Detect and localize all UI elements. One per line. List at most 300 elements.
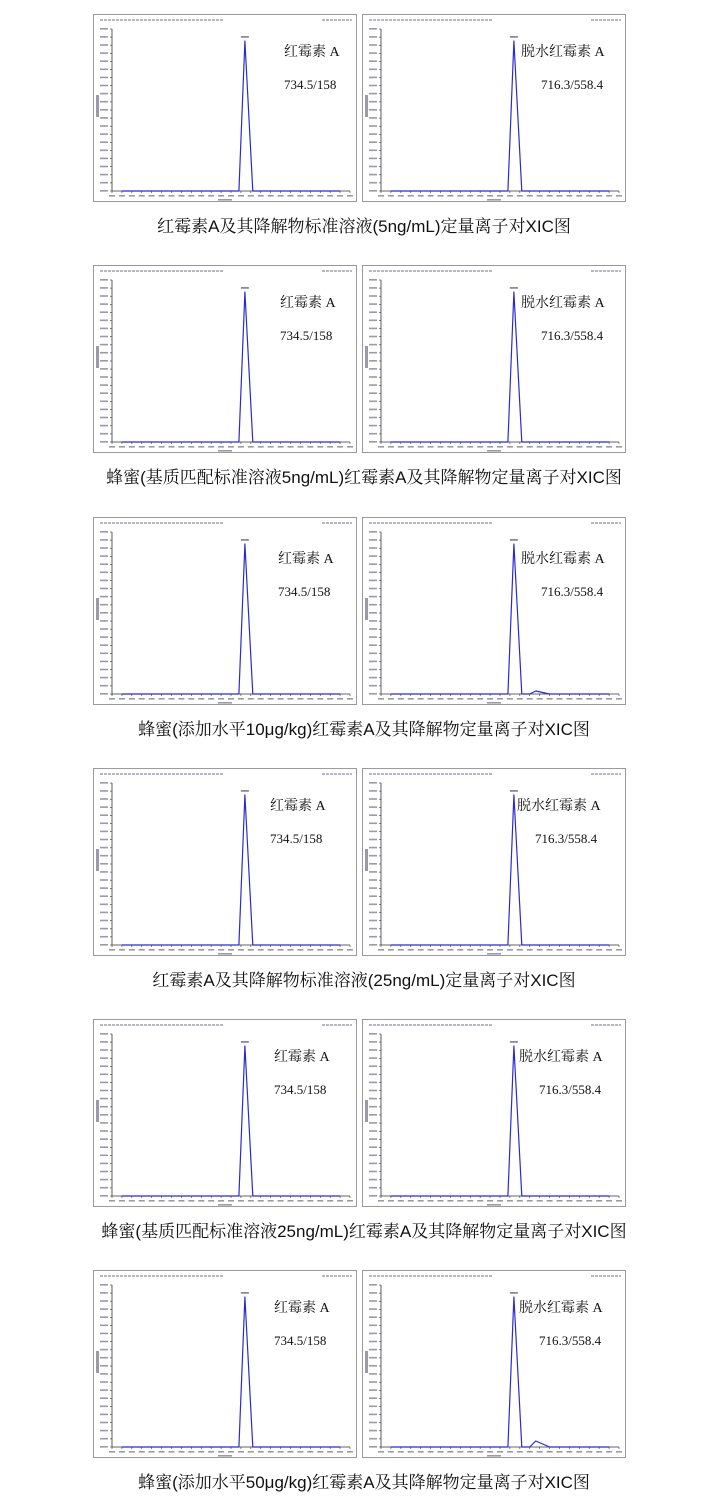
x-tick-label-mark: [109, 446, 115, 448]
y-tick-label-mark: [369, 1333, 377, 1335]
y-tick-label-mark: [369, 1373, 377, 1375]
x-tick-label-mark: [188, 1451, 194, 1453]
peak-apex-mark: [241, 790, 249, 792]
y-tick-label-mark: [369, 693, 377, 695]
y-tick-label-mark: [369, 401, 377, 403]
x-tick-label-mark: [278, 698, 284, 700]
x-tick-label-mark: [606, 949, 612, 951]
y-tick-label-mark: [369, 904, 377, 906]
x-tick-label-mark: [388, 698, 394, 700]
x-tick-label-mark: [428, 1200, 434, 1202]
y-tick-label-mark: [369, 392, 377, 394]
x-tick-label-mark: [129, 1451, 135, 1453]
x-axis-title-mark: [218, 953, 232, 955]
x-tick-label-mark: [537, 698, 543, 700]
x-tick-label-mark: [258, 195, 264, 197]
y-tick-label-mark: [100, 1389, 108, 1391]
xic-trace: [391, 41, 609, 191]
y-tick-label-mark: [100, 117, 108, 119]
y-tick-label-mark: [100, 628, 108, 630]
y-tick-label-mark: [100, 425, 108, 427]
x-tick-label-mark: [337, 1451, 343, 1453]
x-tick-label-mark: [268, 446, 274, 448]
y-tick-label-mark: [100, 1122, 108, 1124]
x-tick-label-mark: [129, 446, 135, 448]
x-tick-label-mark: [109, 949, 115, 951]
y-tick-label-mark: [369, 531, 377, 533]
y-tick-label-mark: [100, 60, 108, 62]
y-tick-label-mark: [100, 895, 108, 897]
x-tick-label-mark: [139, 698, 145, 700]
x-tick-label-mark: [278, 949, 284, 951]
x-tick-label-mark: [557, 1451, 563, 1453]
x-tick-label-mark: [149, 446, 155, 448]
x-tick-label-mark: [378, 446, 384, 448]
x-tick-label-mark: [228, 1200, 234, 1202]
x-tick-label-mark: [408, 949, 414, 951]
y-tick-label-mark: [369, 1155, 377, 1157]
y-tick-label-mark: [369, 1130, 377, 1132]
x-tick-label-mark: [566, 195, 572, 197]
y-tick-label-mark: [100, 133, 108, 135]
y-tick-label-mark: [369, 1414, 377, 1416]
y-tick-label-mark: [369, 798, 377, 800]
y-tick-label-mark: [369, 1406, 377, 1408]
x-tick-label-mark: [169, 446, 175, 448]
x-tick-label-mark: [208, 698, 214, 700]
x-tick-label-mark: [557, 949, 563, 951]
x-tick-label-mark: [418, 195, 424, 197]
y-axis-title-mark: [96, 1351, 99, 1373]
x-tick-label-mark: [198, 195, 204, 197]
y-tick-label-mark: [369, 1397, 377, 1399]
y-tick-label-mark: [100, 1065, 108, 1067]
x-tick-label-mark: [418, 1200, 424, 1202]
x-tick-label-mark: [178, 949, 184, 951]
x-tick-label-mark: [178, 195, 184, 197]
y-tick-label-mark: [369, 1074, 377, 1076]
figure-row-4: [0, 1005, 728, 1255]
y-tick-label-mark: [100, 1074, 108, 1076]
x-tick-label-mark: [178, 698, 184, 700]
y-tick-label-mark: [369, 336, 377, 338]
x-tick-label-mark: [288, 949, 294, 951]
x-tick-label-mark: [337, 195, 343, 197]
x-tick-label-mark: [378, 1200, 384, 1202]
x-tick-label-mark: [169, 1200, 175, 1202]
y-tick-label-mark: [369, 831, 377, 833]
y-tick-label-mark: [100, 1349, 108, 1351]
y-tick-label-mark: [100, 441, 108, 443]
x-tick-label-mark: [188, 1200, 194, 1202]
y-tick-label-mark: [100, 1049, 108, 1051]
x-tick-label-mark: [517, 949, 523, 951]
y-tick-label-mark: [100, 928, 108, 930]
y-tick-label-mark: [100, 814, 108, 816]
y-tick-label-mark: [100, 563, 108, 565]
y-tick-label-mark: [369, 588, 377, 590]
y-tick-label-mark: [100, 1292, 108, 1294]
y-tick-label-mark: [100, 409, 108, 411]
y-tick-label-mark: [369, 547, 377, 549]
x-tick-label-mark: [497, 1451, 503, 1453]
y-axis-title-mark: [365, 346, 368, 368]
x-tick-label-mark: [507, 1200, 513, 1202]
x-tick-label-mark: [327, 446, 333, 448]
x-tick-label-mark: [307, 1451, 313, 1453]
y-tick-label-mark: [100, 1033, 108, 1035]
y-tick-label-mark: [369, 847, 377, 849]
x-tick-label-mark: [438, 698, 444, 700]
y-tick-label-mark: [369, 612, 377, 614]
x-tick-label-mark: [378, 949, 384, 951]
y-tick-label-mark: [100, 401, 108, 403]
x-tick-label-mark: [159, 1200, 165, 1202]
x-tick-label-mark: [497, 949, 503, 951]
x-tick-label-mark: [586, 1451, 592, 1453]
y-tick-label-mark: [100, 1397, 108, 1399]
y-tick-label-mark: [100, 855, 108, 857]
x-tick-label-mark: [447, 949, 453, 951]
y-tick-label-mark: [369, 352, 377, 354]
transition-label: 716.3/558.4: [541, 328, 604, 343]
y-tick-label-mark: [100, 125, 108, 127]
figure-row-0: [0, 0, 728, 250]
y-tick-label-mark: [369, 150, 377, 152]
y-tick-label-mark: [100, 1422, 108, 1424]
x-tick-label-mark: [169, 698, 175, 700]
x-tick-label-mark: [297, 195, 303, 197]
y-tick-label-mark: [100, 1041, 108, 1043]
y-tick-label-mark: [100, 847, 108, 849]
y-tick-label-mark: [369, 1357, 377, 1359]
x-tick-label-mark: [576, 1451, 582, 1453]
y-tick-label-mark: [100, 328, 108, 330]
x-tick-label-mark: [297, 698, 303, 700]
y-tick-label-mark: [100, 69, 108, 71]
x-tick-label-mark: [547, 1200, 553, 1202]
x-axis-title-mark: [218, 1455, 232, 1457]
x-tick-label-mark: [616, 195, 622, 197]
x-tick-label-mark: [566, 1200, 572, 1202]
x-tick-label-mark: [178, 446, 184, 448]
y-tick-label-mark: [369, 279, 377, 281]
x-tick-label-mark: [169, 1451, 175, 1453]
x-tick-label-mark: [596, 446, 602, 448]
chromatogram-panel-r4-c1: [362, 1019, 626, 1207]
x-tick-label-mark: [208, 195, 214, 197]
x-tick-label-mark: [129, 1200, 135, 1202]
y-tick-label-mark: [369, 1187, 377, 1189]
y-tick-label-mark: [369, 1114, 377, 1116]
y-tick-label-mark: [369, 1389, 377, 1391]
y-tick-label-mark: [369, 60, 377, 62]
x-tick-label-mark: [159, 195, 165, 197]
x-tick-label-mark: [248, 949, 254, 951]
x-tick-label-mark: [129, 949, 135, 951]
x-tick-label-mark: [438, 195, 444, 197]
x-tick-label-mark: [408, 195, 414, 197]
x-tick-label-mark: [477, 698, 483, 700]
x-tick-label-mark: [139, 1200, 145, 1202]
y-tick-label-mark: [100, 52, 108, 54]
y-tick-label-mark: [369, 1316, 377, 1318]
x-tick-label-mark: [576, 949, 582, 951]
y-tick-label-mark: [369, 669, 377, 671]
x-tick-label-mark: [218, 698, 224, 700]
y-tick-label-mark: [369, 320, 377, 322]
chromatogram-panel-r1-c0: [93, 265, 357, 453]
y-tick-label-mark: [369, 920, 377, 922]
y-tick-label-mark: [100, 547, 108, 549]
chromatogram-plot-r2-c1: [363, 518, 626, 705]
x-tick-label-mark: [596, 949, 602, 951]
y-tick-label-mark: [369, 661, 377, 663]
x-tick-label-mark: [248, 1451, 254, 1453]
y-tick-label-mark: [100, 1357, 108, 1359]
x-tick-label-mark: [388, 949, 394, 951]
x-tick-label-mark: [418, 1451, 424, 1453]
x-tick-label-mark: [378, 1451, 384, 1453]
y-tick-label-mark: [100, 182, 108, 184]
x-tick-label-mark: [398, 698, 404, 700]
x-tick-label-mark: [297, 1451, 303, 1453]
y-tick-label-mark: [369, 85, 377, 87]
y-tick-label-mark: [369, 912, 377, 914]
x-axis-title-mark: [487, 199, 501, 201]
chromatogram-panel-r0-c1: [362, 14, 626, 202]
y-tick-label-mark: [100, 798, 108, 800]
x-tick-label-mark: [438, 446, 444, 448]
y-tick-label-mark: [100, 677, 108, 679]
x-tick-label-mark: [238, 1200, 244, 1202]
y-tick-label-mark: [100, 1406, 108, 1408]
x-tick-label-mark: [198, 698, 204, 700]
x-tick-label-mark: [188, 949, 194, 951]
x-tick-label-mark: [457, 195, 463, 197]
y-tick-label-mark: [100, 1316, 108, 1318]
x-tick-label-mark: [268, 1200, 274, 1202]
x-tick-label-mark: [537, 195, 543, 197]
compound-label: 红霉素 A: [274, 1050, 330, 1065]
y-tick-label-mark: [100, 604, 108, 606]
chromatogram-panel-r5-c1: [362, 1270, 626, 1458]
y-tick-label-mark: [369, 1049, 377, 1051]
chromatogram-plot-r2-c0: [94, 518, 357, 705]
x-tick-label-mark: [278, 1200, 284, 1202]
x-tick-label-mark: [467, 446, 473, 448]
x-tick-label-mark: [467, 195, 473, 197]
x-tick-label-mark: [327, 195, 333, 197]
x-tick-label-mark: [119, 1451, 125, 1453]
x-tick-label-mark: [438, 949, 444, 951]
y-tick-label-mark: [100, 661, 108, 663]
x-tick-label-mark: [327, 949, 333, 951]
x-tick-label-mark: [408, 1200, 414, 1202]
x-tick-label-mark: [447, 698, 453, 700]
compound-label: 红霉素 A: [274, 1301, 330, 1316]
peak-apex-mark: [241, 1041, 249, 1043]
y-tick-label-mark: [369, 790, 377, 792]
x-tick-label-mark: [447, 1200, 453, 1202]
x-tick-label-mark: [487, 446, 493, 448]
chromatogram-panel-r4-c0: [93, 1019, 357, 1207]
y-tick-label-mark: [369, 1138, 377, 1140]
transition-label: 734.5/158: [274, 1082, 327, 1097]
x-tick-label-mark: [288, 1451, 294, 1453]
y-tick-label-mark: [369, 572, 377, 574]
xic-trace: [391, 292, 609, 442]
compound-label: 脱水红霉素 A: [521, 296, 605, 311]
x-tick-label-mark: [317, 446, 323, 448]
y-tick-label-mark: [100, 311, 108, 313]
compound-label: 脱水红霉素 A: [519, 1050, 603, 1065]
x-tick-label-mark: [139, 949, 145, 951]
x-tick-label-mark: [517, 195, 523, 197]
transition-label: 734.5/158: [270, 831, 323, 846]
y-tick-label-mark: [369, 1057, 377, 1059]
y-tick-label-mark: [369, 620, 377, 622]
y-tick-label-mark: [100, 790, 108, 792]
y-tick-label-mark: [100, 620, 108, 622]
x-tick-label-mark: [566, 1451, 572, 1453]
y-tick-label-mark: [369, 895, 377, 897]
xic-trace: [391, 1297, 609, 1447]
x-tick-label-mark: [378, 698, 384, 700]
y-axis-title-mark: [365, 1100, 368, 1122]
y-tick-label-mark: [100, 669, 108, 671]
y-tick-label-mark: [369, 1195, 377, 1197]
y-tick-label-mark: [369, 133, 377, 135]
x-tick-label-mark: [337, 949, 343, 951]
x-tick-label-mark: [159, 698, 165, 700]
y-tick-label-mark: [100, 580, 108, 582]
figure-row-5: [0, 1256, 728, 1506]
x-tick-label-mark: [218, 1200, 224, 1202]
y-tick-label-mark: [369, 117, 377, 119]
y-tick-label-mark: [100, 944, 108, 946]
xic-trace: [122, 795, 340, 945]
y-tick-label-mark: [369, 384, 377, 386]
y-tick-label-mark: [369, 555, 377, 557]
y-tick-label-mark: [100, 150, 108, 152]
x-tick-label-mark: [327, 698, 333, 700]
x-tick-label-mark: [517, 1200, 523, 1202]
x-tick-label-mark: [438, 1200, 444, 1202]
y-tick-label-mark: [100, 1090, 108, 1092]
x-tick-label-mark: [557, 446, 563, 448]
peak-apex-mark: [241, 1292, 249, 1294]
figure-caption: 红霉素A及其降解物标准溶液(5ng/mL)定量离子对XIC图: [157, 217, 571, 236]
x-tick-label-mark: [258, 1200, 264, 1202]
x-tick-label-mark: [507, 949, 513, 951]
y-tick-label-mark: [369, 628, 377, 630]
y-axis-title-mark: [96, 95, 99, 117]
x-tick-label-mark: [557, 698, 563, 700]
y-tick-label-mark: [369, 1033, 377, 1035]
x-tick-label-mark: [428, 1451, 434, 1453]
x-tick-label-mark: [198, 446, 204, 448]
x-tick-label-mark: [418, 698, 424, 700]
x-tick-label-mark: [606, 698, 612, 700]
x-axis-title-mark: [218, 1204, 232, 1206]
x-tick-label-mark: [527, 949, 533, 951]
x-tick-label-mark: [248, 446, 254, 448]
x-tick-label-mark: [447, 1451, 453, 1453]
x-tick-label-mark: [288, 195, 294, 197]
figure-row-3: [0, 754, 728, 1004]
x-tick-label-mark: [497, 698, 503, 700]
y-tick-label-mark: [100, 1171, 108, 1173]
xic-trace: [122, 1297, 340, 1447]
y-axis-title-mark: [96, 849, 99, 871]
x-tick-label-mark: [586, 446, 592, 448]
compound-label: 红霉素 A: [278, 552, 334, 567]
y-tick-label-mark: [369, 1325, 377, 1327]
x-tick-label-mark: [288, 698, 294, 700]
x-tick-label-mark: [297, 949, 303, 951]
y-tick-label-mark: [369, 1098, 377, 1100]
y-tick-label-mark: [369, 1292, 377, 1294]
y-axis-title-mark: [365, 849, 368, 871]
y-tick-label-mark: [100, 1057, 108, 1059]
y-tick-label-mark: [100, 831, 108, 833]
x-tick-label-mark: [477, 949, 483, 951]
x-tick-label-mark: [517, 698, 523, 700]
y-tick-label-mark: [100, 1179, 108, 1181]
x-tick-label-mark: [268, 1451, 274, 1453]
x-tick-label-mark: [218, 446, 224, 448]
x-tick-label-mark: [586, 1200, 592, 1202]
y-tick-label-mark: [100, 1098, 108, 1100]
x-tick-label-mark: [307, 1200, 313, 1202]
x-tick-label-mark: [487, 698, 493, 700]
x-tick-label-mark: [159, 949, 165, 951]
y-tick-label-mark: [369, 1163, 377, 1165]
x-tick-label-mark: [428, 698, 434, 700]
x-tick-label-mark: [408, 698, 414, 700]
y-tick-label-mark: [100, 1446, 108, 1448]
x-tick-label-mark: [428, 446, 434, 448]
y-axis-title-mark: [96, 1100, 99, 1122]
x-tick-label-mark: [487, 1200, 493, 1202]
x-tick-label-mark: [586, 195, 592, 197]
y-tick-label-mark: [100, 1300, 108, 1302]
x-tick-label-mark: [547, 195, 553, 197]
x-tick-label-mark: [616, 698, 622, 700]
y-tick-label-mark: [369, 1122, 377, 1124]
y-tick-label-mark: [369, 1300, 377, 1302]
y-tick-label-mark: [369, 28, 377, 30]
transition-label: 734.5/158: [284, 77, 337, 92]
y-tick-label-mark: [100, 839, 108, 841]
y-axis-title-mark: [365, 95, 368, 117]
xic-trace: [122, 292, 340, 442]
x-tick-label-mark: [487, 1451, 493, 1453]
y-tick-label-mark: [100, 141, 108, 143]
figure-caption: 蜂蜜(添加水平50μg/kg)红霉素A及其降解物定量离子对XIC图: [138, 1473, 590, 1492]
y-tick-label-mark: [100, 28, 108, 30]
y-tick-label-mark: [369, 158, 377, 160]
y-tick-label-mark: [369, 879, 377, 881]
x-tick-label-mark: [398, 446, 404, 448]
x-tick-label-mark: [616, 1451, 622, 1453]
chromatogram-panel-r3-c1: [362, 768, 626, 956]
x-tick-label-mark: [596, 698, 602, 700]
x-tick-label-mark: [238, 698, 244, 700]
chromatogram-panel-r1-c1: [362, 265, 626, 453]
x-tick-label-mark: [317, 949, 323, 951]
